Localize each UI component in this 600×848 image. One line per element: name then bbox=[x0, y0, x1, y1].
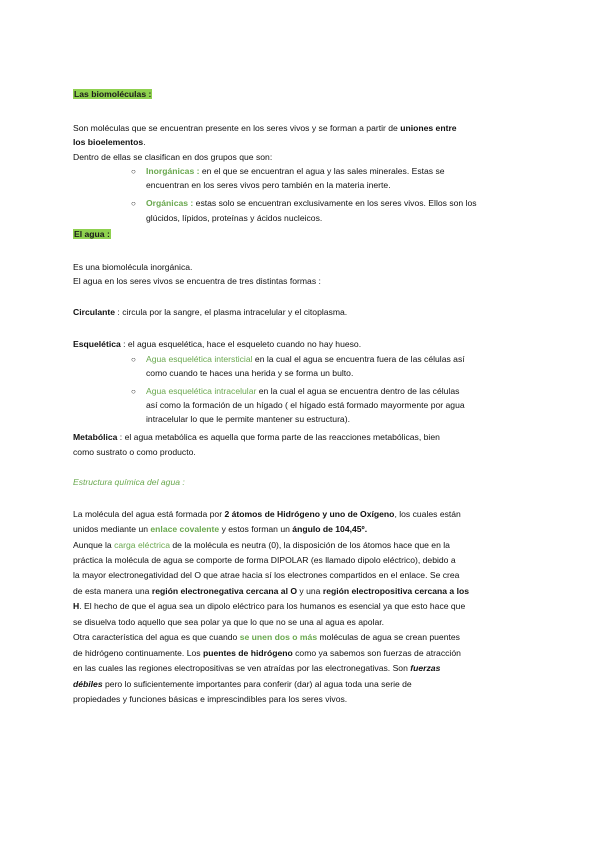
estructura-line-10: de hidrógeno continuamente. Los puentes de hidrógeno como ya sabemos son fuerzas de atracción bbox=[73, 648, 461, 658]
estructura-line-9: Otra característica del agua es que cuando se unen dos o más moléculas de agua se crean puentes bbox=[73, 632, 460, 642]
intracelular-line-3: intracelular lo que le permite mantener su estructura). bbox=[146, 414, 350, 424]
metabolica-line-1: Metabólica : el agua metabólica es aquella que forma parte de las reacciones metabólicas, bien bbox=[73, 432, 440, 442]
estructura-line-5: la mayor electronegatividad del O que atrae hacia sí los electrones compartidos en el enlace. Se crea bbox=[73, 570, 460, 580]
estructura-line-6: de esta manera una región electronegativa cercana al O y una región electropositiva cercana a los bbox=[73, 586, 470, 596]
bullet-icon: ○ bbox=[131, 387, 136, 396]
heading-agua: El agua : bbox=[74, 229, 110, 239]
estructura-line-1: La molécula del agua está formada por 2 átomos de Hidrógeno y uno de Oxígeno, los cuales están bbox=[73, 509, 461, 519]
heading-biomoleculas: Las biomoléculas : bbox=[74, 89, 152, 99]
intro-line-2: los bioelementos. bbox=[73, 137, 146, 147]
bullet-icon: ○ bbox=[131, 355, 136, 364]
organicas-line-1: Orgánicas : estas solo se encuentran exclusivamente en los seres vivos. Ellos son los bbox=[146, 198, 477, 208]
estructura-line-8: se disuelva todo aquello que sea polar ya que lo que no se una al agua es apolar. bbox=[73, 617, 385, 627]
bullet-icon: ○ bbox=[131, 167, 136, 176]
estructura-line-13: propiedades y funciones básicas e imprescindibles para los seres vivos. bbox=[73, 694, 348, 704]
intro-line-1: Son moléculas que se encuentran presente en los seres vivos y se forman a partir de uniones entre bbox=[73, 123, 457, 133]
estructura-line-3: Aunque la carga eléctrica de la molécula es neutra (0), la disposición de los átomos hace que en la bbox=[73, 540, 450, 550]
inorganicas-line-2: encuentran en los seres vivos pero también en la materia inerte. bbox=[146, 180, 391, 190]
estructura-line-4: práctica la molécula de agua se comporte de forma DIPOLAR (es llamado dipolo eléctrico), debido a bbox=[73, 555, 456, 565]
circulante-line: Circulante : circula por la sangre, el plasma intracelular y el citoplasma. bbox=[73, 307, 348, 317]
bullet-icon: ○ bbox=[131, 199, 136, 208]
estructura-line-11: en las cuales las regiones electropositivas se ven atraídas por las electronegativas. Son fuerzas bbox=[73, 663, 441, 673]
estructura-line-7: H. El hecho de que el agua sea un dipolo eléctrico para los humanos es esencial ya que esto hace que bbox=[73, 601, 466, 611]
heading-estructura: Estructura química del agua : bbox=[73, 477, 185, 487]
estructura-line-2: unidos mediante un enlace covalente y estos forman un ángulo de 104,45º. bbox=[73, 524, 368, 534]
inorganicas-line-1: Inorgánicas : en el que se encuentran el agua y las sales minerales. Estas se bbox=[146, 166, 445, 176]
intro-line-3: Dentro de ellas se clasifican en dos grupos que son: bbox=[73, 152, 273, 162]
agua-intro-line-2: El agua en los seres vivos se encuentra de tres distintas formas : bbox=[73, 276, 321, 286]
agua-intro-line-1: Es una biomolécula inorgánica. bbox=[73, 262, 193, 272]
metabolica-line-2: como sustrato o como producto. bbox=[73, 447, 196, 457]
intersticial-line-1: Agua esquelética intersticial en la cual el agua se encuentra fuera de las células así bbox=[146, 354, 465, 364]
intracelular-line-1: Agua esquelética intracelular en la cual el agua se encuentra dentro de las células bbox=[146, 386, 460, 396]
organicas-line-2: glúcidos, lípidos, proteínas y ácidos nucleicos. bbox=[146, 213, 323, 223]
esqueletica-line: Esquelética : el agua esquelética, hace el esqueleto cuando no hay hueso. bbox=[73, 339, 362, 349]
intersticial-line-2: como cuando te haces una herida y se forma un bulto. bbox=[146, 368, 354, 378]
intracelular-line-2: así como la formación de un hígado ( el hígado está formado mayormente por agua bbox=[146, 400, 465, 410]
estructura-line-12: débiles pero lo suficientemente importantes para conferir (dar) al agua toda una serie de bbox=[73, 679, 412, 689]
